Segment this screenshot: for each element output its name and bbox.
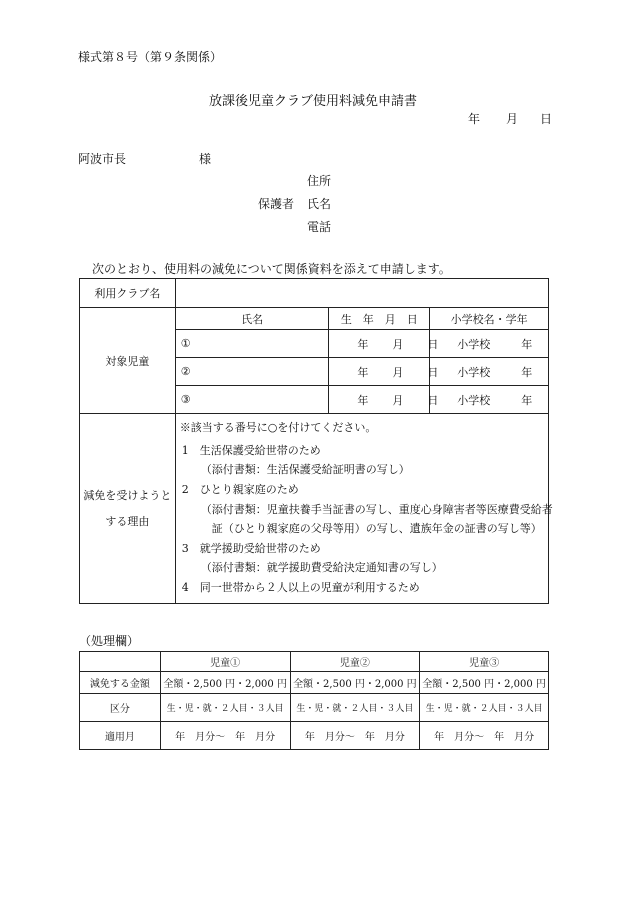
col-child-3: 児童③ — [420, 652, 549, 672]
child-1-school-field[interactable] — [430, 330, 549, 358]
form-number: 様式第８号（第９条関係） — [78, 50, 223, 64]
period-child-3[interactable]: 年 月分～ 年 月分 — [420, 722, 549, 750]
period-child-1[interactable]: 年 月分～ 年 月分 — [160, 722, 290, 750]
child-2-year: 年 — [357, 365, 369, 379]
child-1-number: ① — [180, 337, 191, 350]
amount-child-3[interactable]: 全額・2,500 円・2,000 円 — [420, 672, 549, 694]
header-school: 小学校名・学年 — [430, 308, 549, 330]
col-child-2: 児童② — [290, 652, 420, 672]
club-name-label: 利用クラブ名 — [80, 279, 176, 308]
club-name-field[interactable] — [175, 279, 548, 308]
child-1-school: 小学校 — [457, 337, 491, 351]
child-3-school: 小学校 — [457, 393, 491, 407]
child-1-name-field[interactable] — [175, 330, 329, 358]
application-table — [79, 278, 553, 604]
child-3-grade: 年 — [521, 393, 533, 407]
name-label: 氏名 — [307, 197, 332, 211]
target-child-label: 対象児童 — [80, 308, 176, 414]
child-2-name-field[interactable] — [175, 358, 329, 386]
reason-item-1[interactable]: 1 生活保護受給世帯のため — [181, 444, 321, 457]
header-birth: 生 年 月 日 — [329, 308, 430, 330]
child-1-month: 月 — [392, 337, 404, 351]
address-label: 住所 — [307, 174, 332, 188]
child-1-grade: 年 — [521, 337, 533, 351]
child-3-month: 月 — [392, 393, 404, 407]
processing-corner — [80, 652, 161, 672]
reason-note: ※該当する番号に○を付けてください。 — [179, 421, 377, 434]
date-year-label: 年 — [468, 112, 481, 126]
category-child-1[interactable]: 生・児・就・２人目・３人目 — [160, 694, 290, 722]
reason-item-2[interactable]: 2 ひとり親家庭のため — [181, 483, 299, 496]
child-3-birth-field[interactable] — [329, 386, 439, 414]
reason-item-2-doc-cont: 証（ひとり親家庭の父母等用）の写し、遺族年金の証書の写し等） — [211, 522, 542, 535]
phone-label: 電話 — [307, 220, 332, 234]
date-month-label: 月 — [506, 112, 519, 126]
guardian-label: 保護者 — [258, 197, 295, 211]
child-3-day: 日 — [427, 393, 439, 407]
child-3-year: 年 — [357, 393, 369, 407]
intro-text: 次のとおり、使用料の減免について関係資料を添えて申請します。 — [92, 262, 451, 276]
addressee-name: 阿波市長 — [78, 152, 127, 166]
reason-label-line-2: する理由 — [105, 514, 150, 528]
child-1-year: 年 — [357, 337, 369, 351]
child-2-grade: 年 — [521, 365, 533, 379]
processing-table — [79, 651, 549, 750]
page-title: 放課後児童クラブ使用料減免申請書 — [209, 94, 418, 109]
child-2-school-field[interactable] — [430, 358, 549, 386]
child-3-number: ③ — [180, 393, 191, 406]
child-1-birth-field[interactable] — [329, 330, 439, 358]
reason-label — [80, 414, 176, 604]
child-3-name-field[interactable] — [175, 386, 329, 414]
category-child-2[interactable]: 生・児・就・２人目・３人目 — [290, 694, 420, 722]
child-1-day: 日 — [427, 337, 439, 351]
child-2-number: ② — [180, 365, 191, 378]
processing-title: （処理欄） — [79, 634, 140, 648]
period-child-2[interactable]: 年 月分～ 年 月分 — [290, 722, 420, 750]
reason-cell — [175, 414, 553, 604]
row-period-label: 適用月 — [80, 722, 161, 750]
reason-item-3[interactable]: 3 就学援助受給世帯のため — [181, 542, 321, 555]
header-name: 氏名 — [175, 308, 329, 330]
child-2-school: 小学校 — [457, 365, 491, 379]
child-2-month: 月 — [392, 365, 404, 379]
row-amount-label: 減免する金額 — [80, 672, 161, 694]
reason-item-1-doc: （添付書類：生活保護受給証明書の写し） — [200, 463, 410, 476]
reason-item-2-doc: （添付書類：児童扶養手当証書の写し、重度心身障害者等医療費受給者 — [200, 503, 553, 516]
date-day-label: 日 — [540, 112, 553, 126]
reason-item-4[interactable]: 4 同一世帯から２人以上の児童が利用するため — [181, 581, 420, 594]
child-3-school-field[interactable] — [430, 386, 549, 414]
reason-label-line-1: 減免を受けようと — [83, 488, 172, 502]
addressee-honorific: 様 — [199, 152, 212, 166]
amount-child-2[interactable]: 全額・2,500 円・2,000 円 — [290, 672, 420, 694]
category-child-3[interactable]: 生・児・就・２人目・３人目 — [420, 694, 549, 722]
col-child-1: 児童① — [160, 652, 290, 672]
child-2-birth-field[interactable] — [329, 358, 439, 386]
child-2-day: 日 — [427, 365, 439, 379]
reason-item-3-doc: （添付書類：就学援助費受給決定通知書の写し） — [200, 561, 443, 574]
amount-child-1[interactable]: 全額・2,500 円・2,000 円 — [160, 672, 290, 694]
row-category-label: 区分 — [80, 694, 161, 722]
